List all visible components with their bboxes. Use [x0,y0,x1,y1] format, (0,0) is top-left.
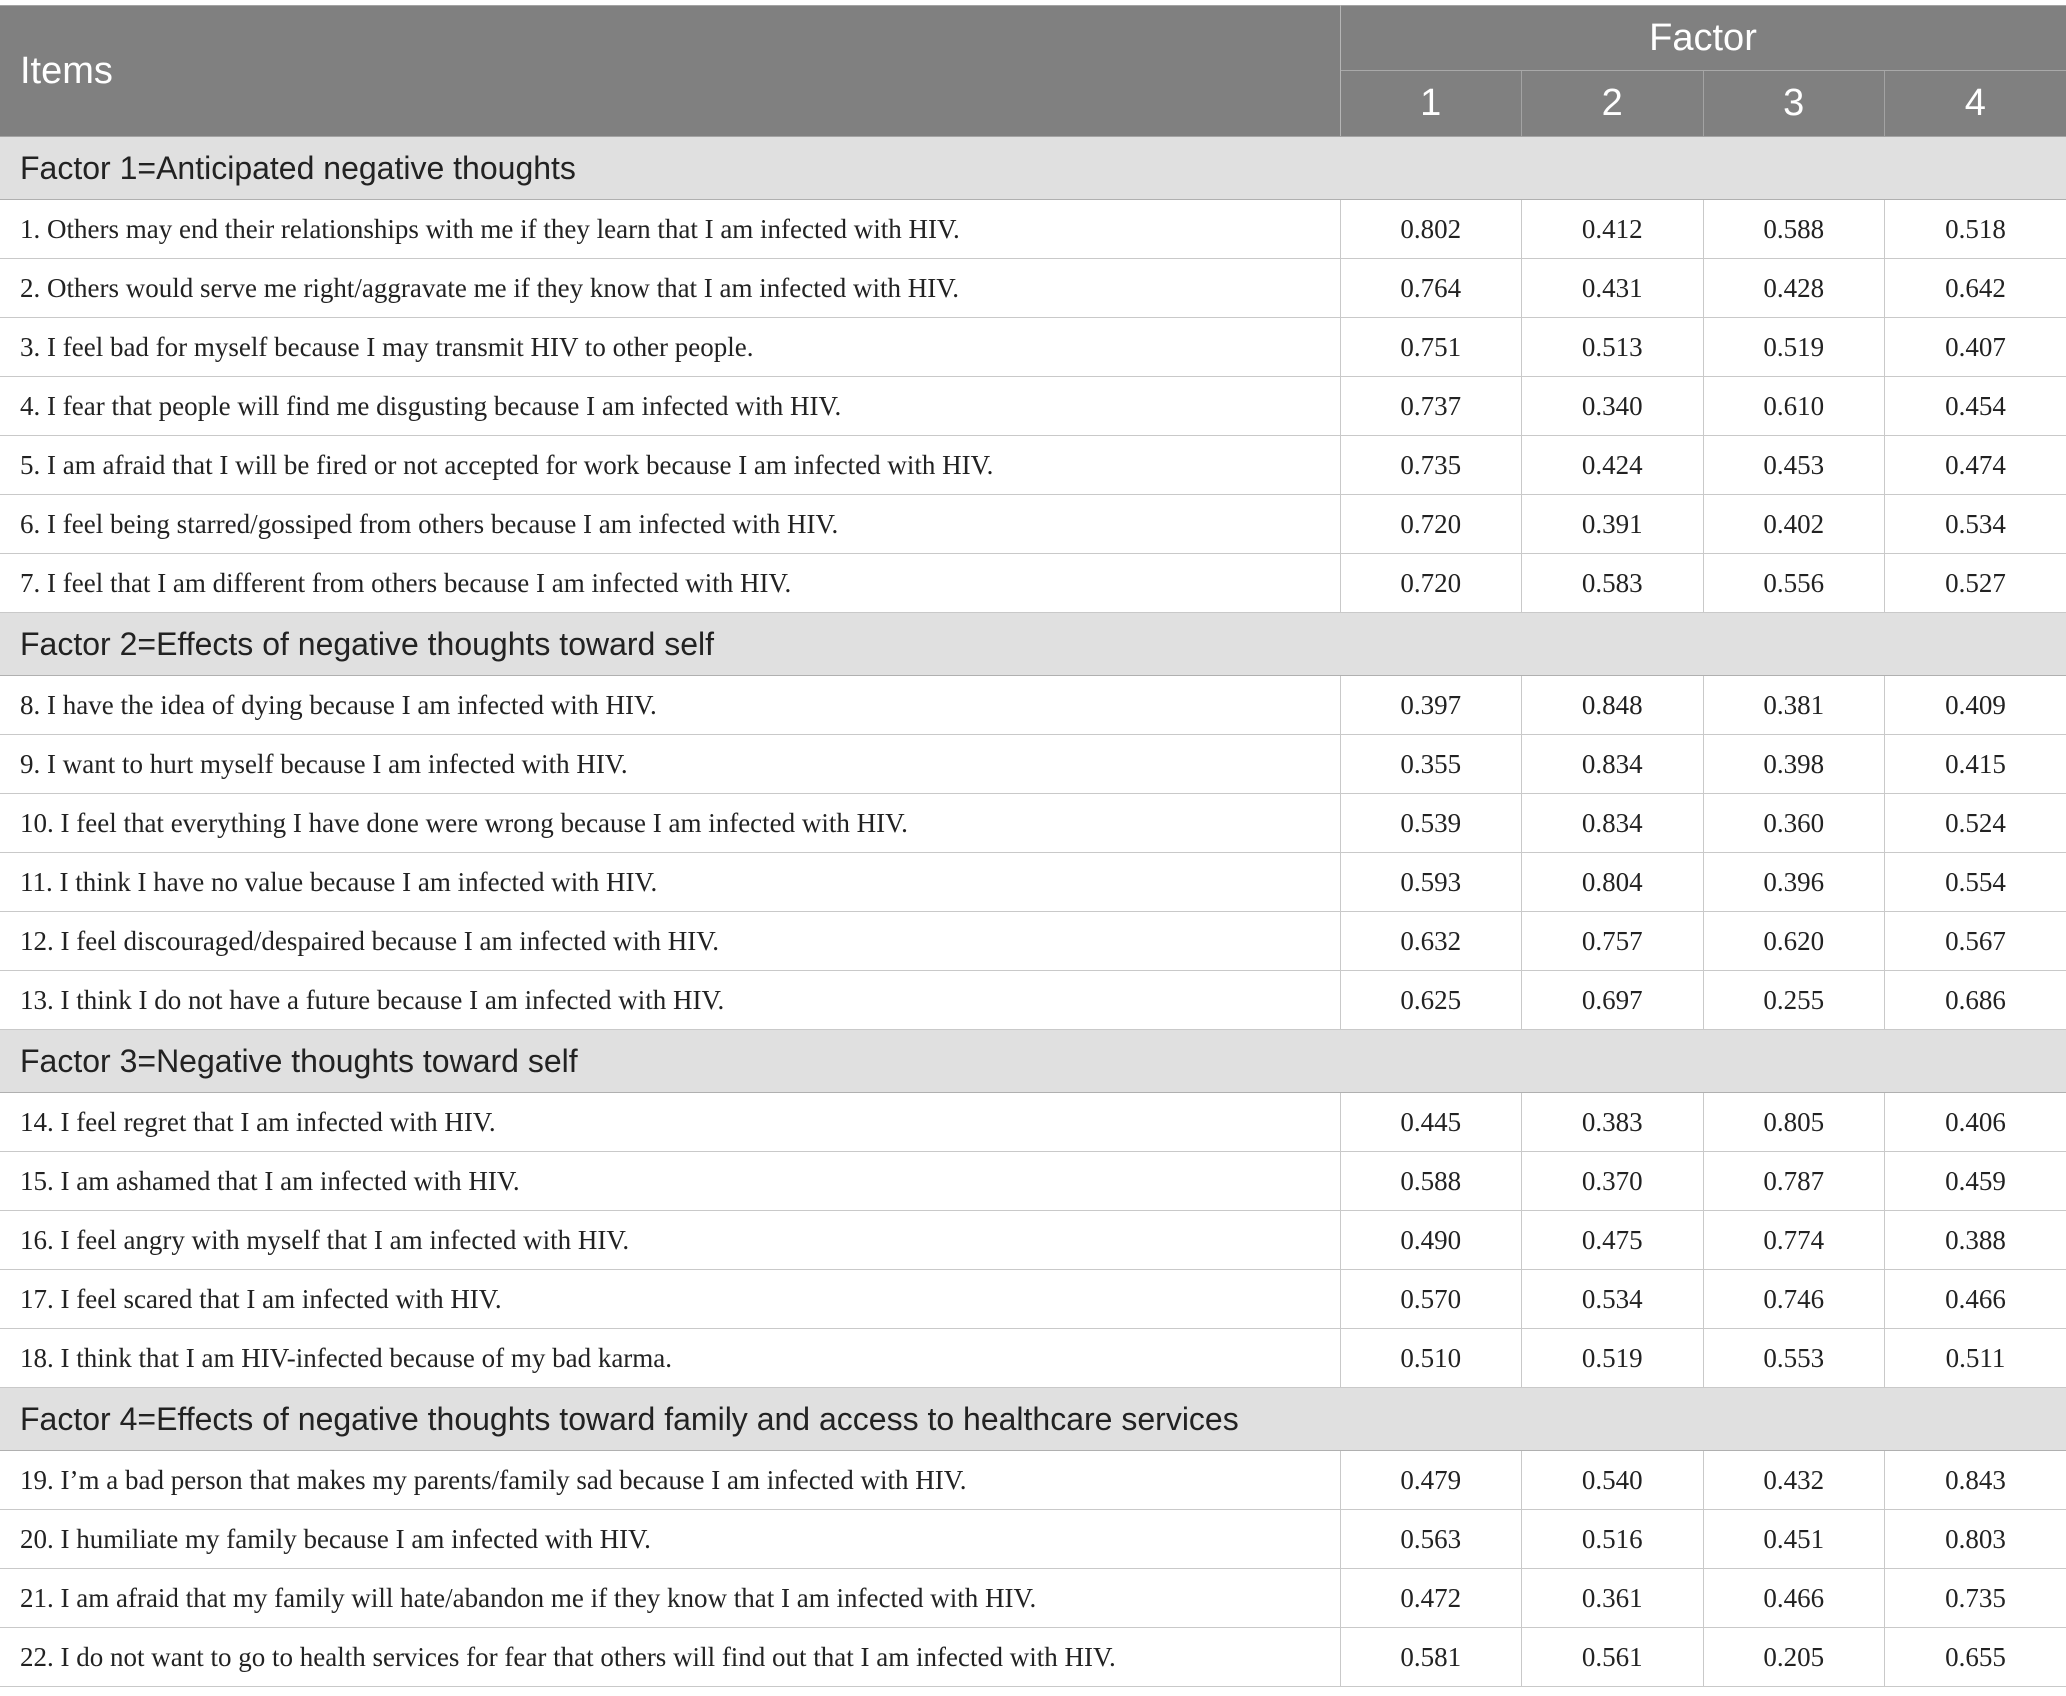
factor-3-loading: 0.553 [1703,1329,1885,1388]
table-row [0,1510,2066,1569]
item-text: 6. I feel being starred/gossiped from others because I am infected with HIV. [0,495,1340,554]
factor-3-header: 3 [1703,71,1885,137]
item-text: 14. I feel regret that I am infected with HIV. [0,1093,1340,1152]
factor-4-loading: 0.655 [1885,1628,2066,1687]
factor-2-loading: 0.834 [1522,794,1704,853]
table-row [0,971,2066,1030]
table-row [0,200,2066,259]
factor-2-loading: 0.383 [1522,1093,1704,1152]
factor-group-row [0,613,2066,676]
factor-4-loading: 0.474 [1885,436,2066,495]
table-row [0,735,2066,794]
factor-1-loading: 0.510 [1340,1329,1522,1388]
items-column-header: Items [0,6,1340,137]
factor-2-loading: 0.519 [1522,1329,1704,1388]
factor-2-loading: 0.340 [1522,377,1704,436]
factor-1-loading: 0.588 [1340,1152,1522,1211]
factor-1-loading: 0.720 [1340,495,1522,554]
factor-group-title: Factor 2=Effects of negative thoughts toward self [0,613,2066,676]
factor-3-loading: 0.588 [1703,200,1885,259]
factor-4-loading: 0.466 [1885,1270,2066,1329]
factor-3-loading: 0.360 [1703,794,1885,853]
factor-group-title: Factor 1=Anticipated negative thoughts [0,137,2066,200]
factor-1-loading: 0.472 [1340,1569,1522,1628]
item-text: 15. I am ashamed that I am infected with HIV. [0,1152,1340,1211]
item-text: 19. I’m a bad person that makes my parents/family sad because I am infected with HIV. [0,1451,1340,1510]
item-text: 18. I think that I am HIV-infected because of my bad karma. [0,1329,1340,1388]
factor-4-loading: 0.407 [1885,318,2066,377]
table-row [0,1569,2066,1628]
factor-1-loading: 0.355 [1340,735,1522,794]
factor-1-loading: 0.802 [1340,200,1522,259]
factor-3-loading: 0.398 [1703,735,1885,794]
item-text: 21. I am afraid that my family will hate/abandon me if they know that I am infected with HIV. [0,1569,1340,1628]
factor-loadings-table [0,5,2066,1687]
factor-group-title: Factor 3=Negative thoughts toward self [0,1030,2066,1093]
factor-4-loading: 0.388 [1885,1211,2066,1270]
factor-4-loading: 0.803 [1885,1510,2066,1569]
factor-1-loading: 0.737 [1340,377,1522,436]
table-header [0,6,2066,137]
factor-4-loading: 0.406 [1885,1093,2066,1152]
item-text: 17. I feel scared that I am infected with HIV. [0,1270,1340,1329]
factor-2-loading: 0.540 [1522,1451,1704,1510]
factor-2-loading: 0.361 [1522,1569,1704,1628]
item-text: 11. I think I have no value because I am infected with HIV. [0,853,1340,912]
factor-group-row [0,1388,2066,1451]
factor-4-loading: 0.415 [1885,735,2066,794]
factor-4-loading: 0.459 [1885,1152,2066,1211]
item-text: 7. I feel that I am different from others because I am infected with HIV. [0,554,1340,613]
table-body [0,137,2066,1687]
table-row [0,1211,2066,1270]
item-text: 20. I humiliate my family because I am infected with HIV. [0,1510,1340,1569]
factor-4-loading: 0.554 [1885,853,2066,912]
item-text: 16. I feel angry with myself that I am infected with HIV. [0,1211,1340,1270]
factor-3-loading: 0.787 [1703,1152,1885,1211]
factor-4-loading: 0.524 [1885,794,2066,853]
factor-1-loading: 0.490 [1340,1211,1522,1270]
factor-1-loading: 0.397 [1340,676,1522,735]
factor-2-loading: 0.534 [1522,1270,1704,1329]
table-row [0,259,2066,318]
item-text: 13. I think I do not have a future because I am infected with HIV. [0,971,1340,1030]
factor-group-title: Factor 4=Effects of negative thoughts toward family and access to healthcare services [0,1388,2066,1451]
factor-3-loading: 0.774 [1703,1211,1885,1270]
factor-group-row [0,1030,2066,1093]
factor-3-loading: 0.432 [1703,1451,1885,1510]
factor-3-loading: 0.519 [1703,318,1885,377]
factor-1-header: 1 [1340,71,1522,137]
factor-2-loading: 0.516 [1522,1510,1704,1569]
factor-3-loading: 0.396 [1703,853,1885,912]
factor-1-loading: 0.764 [1340,259,1522,318]
factor-3-loading: 0.255 [1703,971,1885,1030]
factor-3-loading: 0.381 [1703,676,1885,735]
factor-3-loading: 0.451 [1703,1510,1885,1569]
factor-2-loading: 0.848 [1522,676,1704,735]
factor-2-loading: 0.757 [1522,912,1704,971]
item-text: 10. I feel that everything I have done were wrong because I am infected with HIV. [0,794,1340,853]
factor-4-loading: 0.534 [1885,495,2066,554]
factor-1-loading: 0.570 [1340,1270,1522,1329]
table-row [0,1628,2066,1687]
factor-4-header: 4 [1885,71,2066,137]
factor-column-header: Factor [1340,6,2066,71]
factor-1-loading: 0.593 [1340,853,1522,912]
item-text: 2. Others would serve me right/aggravate me if they know that I am infected with HIV. [0,259,1340,318]
factor-1-loading: 0.751 [1340,318,1522,377]
table-row [0,912,2066,971]
factor-2-loading: 0.412 [1522,200,1704,259]
factor-1-loading: 0.445 [1340,1093,1522,1152]
factor-2-loading: 0.583 [1522,554,1704,613]
factor-1-loading: 0.539 [1340,794,1522,853]
factor-4-loading: 0.518 [1885,200,2066,259]
factor-1-loading: 0.581 [1340,1628,1522,1687]
table-row [0,1093,2066,1152]
table-row [0,676,2066,735]
table-row [0,436,2066,495]
factor-3-loading: 0.610 [1703,377,1885,436]
factor-1-loading: 0.625 [1340,971,1522,1030]
factor-2-header: 2 [1522,71,1704,137]
factor-2-loading: 0.513 [1522,318,1704,377]
factor-4-loading: 0.642 [1885,259,2066,318]
factor-4-loading: 0.686 [1885,971,2066,1030]
factor-4-loading: 0.735 [1885,1569,2066,1628]
factor-2-loading: 0.431 [1522,259,1704,318]
factor-4-loading: 0.527 [1885,554,2066,613]
table-row [0,794,2066,853]
item-text: 1. Others may end their relationships with me if they learn that I am infected with HIV. [0,200,1340,259]
factor-1-loading: 0.563 [1340,1510,1522,1569]
factor-3-loading: 0.402 [1703,495,1885,554]
table-row [0,1329,2066,1388]
factor-4-loading: 0.567 [1885,912,2066,971]
factor-4-loading: 0.409 [1885,676,2066,735]
table-row [0,853,2066,912]
factor-3-loading: 0.466 [1703,1569,1885,1628]
factor-2-loading: 0.834 [1522,735,1704,794]
factor-2-loading: 0.370 [1522,1152,1704,1211]
factor-2-loading: 0.391 [1522,495,1704,554]
factor-3-loading: 0.428 [1703,259,1885,318]
table-row [0,377,2066,436]
item-text: 4. I fear that people will find me disgusting because I am infected with HIV. [0,377,1340,436]
table-row [0,1270,2066,1329]
factor-1-loading: 0.720 [1340,554,1522,613]
factor-2-loading: 0.424 [1522,436,1704,495]
factor-4-loading: 0.843 [1885,1451,2066,1510]
item-text: 12. I feel discouraged/despaired because I am infected with HIV. [0,912,1340,971]
factor-2-loading: 0.804 [1522,853,1704,912]
factor-1-loading: 0.479 [1340,1451,1522,1510]
item-text: 9. I want to hurt myself because I am infected with HIV. [0,735,1340,794]
item-text: 8. I have the idea of dying because I am infected with HIV. [0,676,1340,735]
factor-3-loading: 0.805 [1703,1093,1885,1152]
item-text: 3. I feel bad for myself because I may transmit HIV to other people. [0,318,1340,377]
item-text: 5. I am afraid that I will be fired or not accepted for work because I am infected with HIV. [0,436,1340,495]
factor-2-loading: 0.697 [1522,971,1704,1030]
table-row [0,318,2066,377]
factor-2-loading: 0.561 [1522,1628,1704,1687]
factor-3-loading: 0.556 [1703,554,1885,613]
table-row [0,554,2066,613]
factor-4-loading: 0.511 [1885,1329,2066,1388]
item-text: 22. I do not want to go to health services for fear that others will find out that I am infected with HIV. [0,1628,1340,1687]
factor-3-loading: 0.453 [1703,436,1885,495]
factor-3-loading: 0.205 [1703,1628,1885,1687]
table-row [0,1152,2066,1211]
factor-3-loading: 0.620 [1703,912,1885,971]
table-row [0,1451,2066,1510]
factor-2-loading: 0.475 [1522,1211,1704,1270]
factor-3-loading: 0.746 [1703,1270,1885,1329]
table-row [0,495,2066,554]
factor-1-loading: 0.632 [1340,912,1522,971]
factor-1-loading: 0.735 [1340,436,1522,495]
factor-4-loading: 0.454 [1885,377,2066,436]
factor-group-row [0,137,2066,200]
